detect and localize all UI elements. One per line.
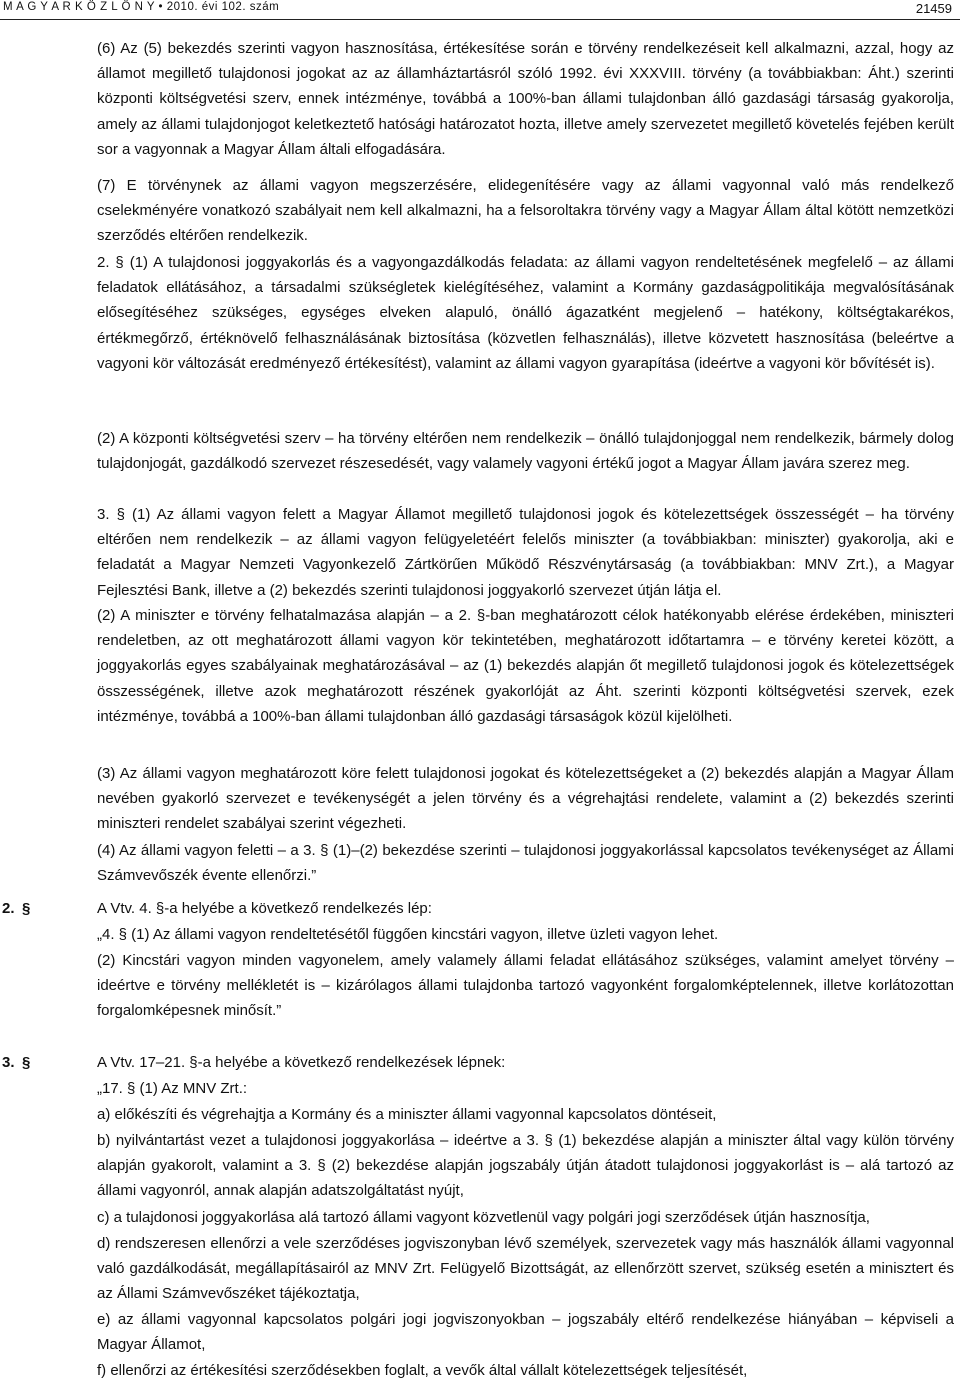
paragraph-3-4 [97,838,954,888]
paragraph-text: f) ellenőrzi az értékesítési szerződésekben foglalt, a vevők által vállalt kötelezettségek teljesítését, [97,1362,748,1379]
paragraph-text: d) rendszeresen ellenőrzi a vele szerződéses jogviszonyban lévő személyek, szervezetek vagy más használók állami vagyonnal való gazdálkodását, megállapításairól az MNV Zrt. Felügyelő Bizottságát, az ellenőrzött szervet, szükség esetén a minisztert és az Állami Számvevőszéket tájékoztatja, [97,1235,954,1303]
vtv-17-f [97,1358,954,1383]
paragraph-3-3 [97,761,954,837]
section-number-3: 3. [2,1054,15,1071]
paragraph-7 [97,173,954,249]
paragraph-text: (2) Kincstári vagyon minden vagyonelem, amely valamely állami feladat ellátásához szükséges, valamint amelyet törvény – ideértve e törvény mellékletét is – kizárólagos állami tulajdonba tartozó vagyonként forgalomképtelennek, illetve korlátozottan forgalomképesnek minősít.” [97,952,954,1020]
vtv-17-d [97,1231,954,1307]
vtv-17-b [97,1128,954,1204]
paragraph-text: (3) Az állami vagyon meghatározott köre felett tulajdonosi jogokat és kötelezettségeket a (2) bekezdés alapján a Magyar Állam nevében gyakorló szervezet e tevékenységét a jelen törvény és a végrehajtási rendelete, valamint a (2) bekezdés szerinti miniszteri rendelet szabályai szerint végezheti. [97,765,954,833]
page-header [0,0,960,22]
paragraph-text: e) az állami vagyonnal kapcsolatos polgári jogi jogviszonyokban – jogszabály eltérő rendelkezése hiányában – képviseli a Magyar Államot, [97,1311,954,1354]
paragraph-text: (4) Az állami vagyon feletti – a 3. § (1)–(2) bekezdése szerinti – tulajdonosi joggyakorlással kapcsolatos tevékenységet az Állami Számvevőszék évente ellenőrzi.” [97,842,954,885]
paragraph-text: (2) A központi költségvetési szerv – ha törvény eltérően nem rendelkezik – önálló tulajdonjoggal nem rendelkezik, bármely dolog tulajdonjogát, gazdálkodó szervezet részesedését, vagy valamely vagyoni értékű jogot a Magyar Állam javára szerez meg. [97,430,954,473]
vtv-17-c [97,1205,954,1230]
paragraph-text: a) előkészíti és végrehajtja a Kormány és a miniszter állami vagyonnal kapcsolatos döntéseit, [97,1106,717,1123]
vtv-17-e [97,1307,954,1357]
paragraph-text: (2) A miniszter e törvény felhatalmazása alapján – a 2. §-ban meghatározott célok hatékonyabb elérése érdekében, miniszteri rendeletben, az ott meghatározott állami vagyon kör tekintetében, meghatározott időtartamra – e törvény keretei között, a joggyakorlás egyes szabályainak meghatározásával – az (1) bekezdés alapján őt megillető tulajdonosi jogok és kötelezettségek összességének, illetve azok meghatározott részének gyakorlóját az Áht. szerinti központi költségvetési szervek, ezek intézménye, továbbá a 100%-ban állami tulajdonban álló gazdasági társaságok közül kijelölheti. [97,607,954,725]
section-3-intro [97,1050,954,1075]
header-rule [0,19,960,20]
page-number: 21459 [915,1,952,16]
section-number-2: 2. [2,900,15,917]
paragraph-6 [97,36,954,162]
paragraph-3-2 [97,603,954,729]
paragraph-2-2 [97,426,954,476]
paragraph-3-1 [97,502,954,603]
section-2-intro [97,896,954,921]
paragraph-text: (7) E törvénynek az állami vagyon megszerzésére, elidegenítésére vagy az állami vagyonnal való más rendelkező cselekményére vonatkozó szabályait nem kell alkalmazni, ha a felsoroltakra törvény vagy a Magyar Állam által kötött nemzetközi szerződés eltérően rendelkezik. [97,177,954,245]
vtv-17-heading [97,1076,954,1101]
paragraph-text: c) a tulajdonosi joggyakorlása alá tartozó állami vagyont közvetlenül vagy polgári jogi szerződések útján hasznosítja, [97,1209,870,1226]
paragraph-text: 3. § (1) Az állami vagyon felett a Magyar Államot megillető tulajdonosi jogok és kötelezettségek összességét – ha törvény eltérően nem rendelkezik – az állami vagyon felügyeletéért felelős miniszter (a továbbiakban: miniszter) gyakorolja, aki e feladatát a Magyar Nemzeti Vagyonkezelő Zártkörűen Működő Részvénytársaság (a továbbiakban: MNV Zrt.), a Magyar Fejlesztési Bank, illetve a (2) bekezdés szerinti tulajdonosi joggyakorló szervezet útján látja el. [97,506,954,599]
vtv-17-a [97,1102,954,1127]
paragraph-text: A Vtv. 17–21. §-a helyébe a következő rendelkezések lépnek: [97,1054,506,1071]
section-symbol-2: § [22,900,31,917]
section-symbol-3: § [22,1054,31,1071]
paragraph-text: „17. § (1) Az MNV Zrt.: [97,1080,248,1097]
paragraph-text: A Vtv. 4. §-a helyébe a következő rendelkezés lép: [97,900,432,917]
paragraph-text: b) nyilvántartást vezet a tulajdonosi joggyakorlása – ideértve a 3. § (1) bekezdése alapján a miniszter által vagy külön törvény alapján gyakorolt, valamint a 3. § (2) bekezdése alapján jogszabály útján átadott tulajdonosi joggyakorlást is – alá tartozó az állami vagyonról, annak alapján adatszolgáltatást nyújt, [97,1132,954,1200]
vtv-4-1 [97,922,954,947]
paragraph-text: „4. § (1) Az állami vagyon rendeltetésétől függően kincstári vagyon, illetve üzleti vagyon lehet. [97,926,719,943]
paragraph-text: (6) Az (5) bekezdés szerinti vagyon hasznosítása, értékesítése során e törvény rendelkezéseit kell alkalmazni, azzal, hogy az államot megillető tulajdonosi jogokat az az államháztartásról szóló 1992. évi XXXVIII. törvény (a továbbiakban: Áht.) szerinti központi költségvetési szerv, ennek intézménye, továbbá a 100%-ban állami tulajdonban álló gazdasági társaság gyakorolja, amely az állami tulajdonjogot keletkeztető hatósági határozatot hozta, illetve amely szervezetet megillető követelés fejében került sor a vagyonnak a Magyar Állam általi elfogadására. [97,40,954,158]
paragraph-2-1 [97,250,954,376]
vtv-4-2 [97,948,954,1024]
journal-title: M A G Y A R K Ö Z L Ö N Y • 2010. évi 102. szám [3,1,280,13]
paragraph-text: 2. § (1) A tulajdonosi joggyakorlás és a vagyongazdálkodás feladata: az állami vagyon rendeltetésének megfelelő – az állami feladatok ellátásához, a társadalmi szükségletek kielégítéséhez, valamint a Kormány gazdaságpolitikája megvalósításának elősegítéséhez szükséges, egységes elveken alapuló, önálló ágazatként megjelenő – hatékony, költségtakarékos, értékmegőrző, értéknövelő felhasználásának biztosítása (közvetlen felhasználás), illetve közvetett hasznosítása (beleértve a vagyoni kör változását eredményező értékesítést), valamint az állami vagyon gyarapítása (ideértve a vagyoni kör bővítését is). [97,254,954,372]
